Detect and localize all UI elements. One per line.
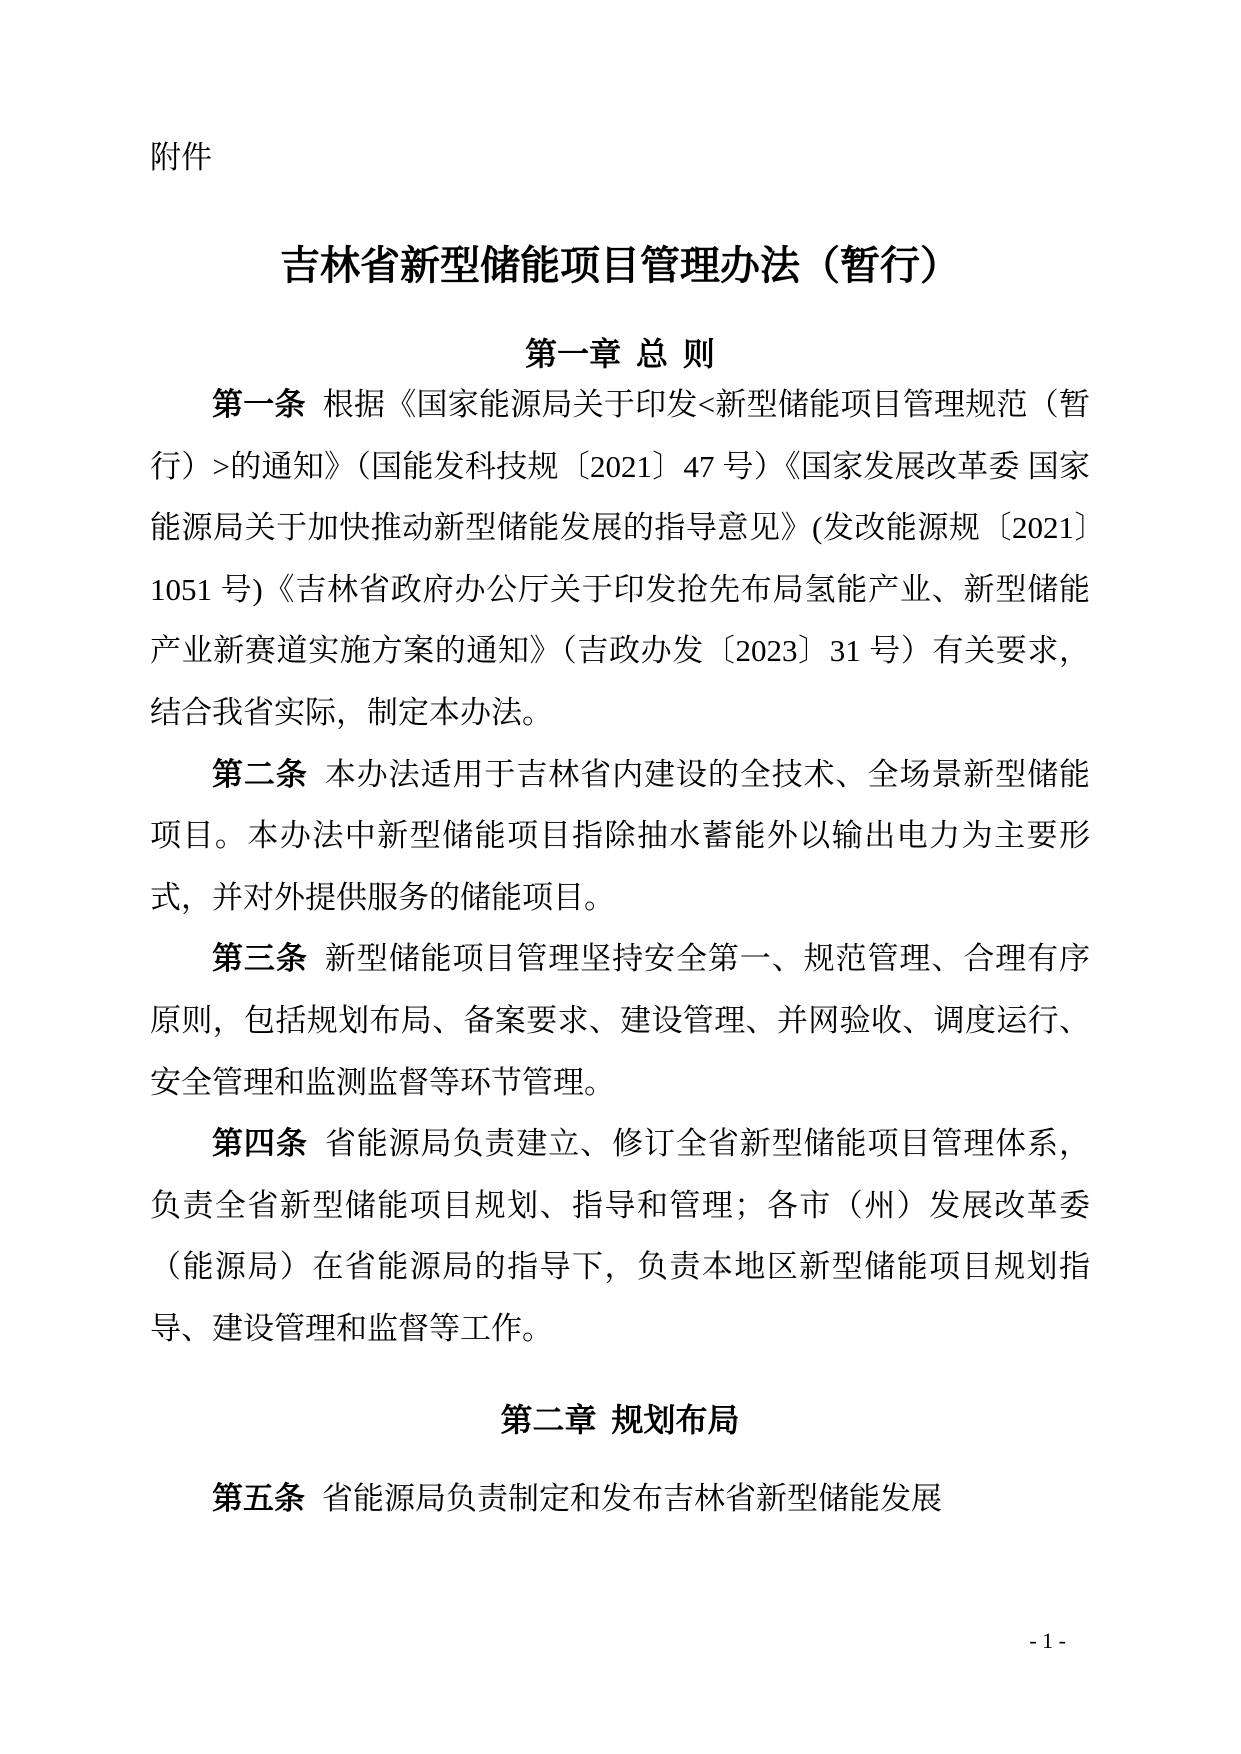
article-2-paragraph [150, 744, 1090, 929]
article-4-paragraph [150, 1113, 1090, 1359]
article-3-paragraph [150, 928, 1090, 1113]
chapter-2-body [150, 1468, 1090, 1530]
article-2-text: 本办法适用于吉林省内建设的全技术、全场景新型储能项目。本办法中新型储能项目指除抽水蓄能外以输出电力为主要形式，并对外提供服务的储能项目。 [150, 756, 1090, 915]
article-1-text: 根据《国家能源局关于印发<新型储能项目管理规范（暂行）>的通知》（国能发科技规〔2021〕47 号）《国家发展改革委 国家能源局关于加快推动新型储能发展的指导意见》(发改能源规〔2021〕1051 号)《吉林省政府办公厅关于印发抢先布局氢能产业、新型储能产业新赛道实施方案的通知》（吉政办发〔2023〕31 号）有关要求，结合我省实际，制定本办法。 [150, 387, 1090, 730]
article-5-text: 省能源局负责制定和发布吉林省新型储能发展 [322, 1480, 943, 1516]
article-5-label: 第五条 [212, 1480, 305, 1516]
attachment-label: 附件 [150, 140, 212, 175]
article-5-paragraph [150, 1468, 1090, 1530]
article-1-paragraph [150, 374, 1090, 744]
document-title: 吉林省新型储能项目管理办法（暂行） [280, 243, 960, 288]
article-3-text: 新型储能项目管理坚持安全第一、规范管理、合理有序原则，包括规划布局、备案要求、建设管理、并网验收、调度运行、安全管理和监测监督等环节管理。 [150, 941, 1090, 1100]
page-number: - 1 - [1029, 1628, 1066, 1653]
chapter-1-heading: 第一章 总 则 [525, 336, 715, 372]
article-2-label: 第二条 [212, 756, 308, 792]
article-3-label: 第三条 [212, 941, 308, 977]
chapter-1-body [150, 374, 1090, 1360]
article-4-label: 第四条 [212, 1126, 308, 1162]
article-4-text: 省能源局负责建立、修订全省新型储能项目管理体系，负责全省新型储能项目规划、指导和管理；各市（州）发展改革委（能源局）在省能源局的指导下，负责本地区新型储能项目规划指导、建设管理和监督等工作。 [150, 1126, 1090, 1346]
article-1-label: 第一条 [212, 387, 306, 422]
chapter-2-heading: 第二章 规划布局 [500, 1401, 740, 1438]
